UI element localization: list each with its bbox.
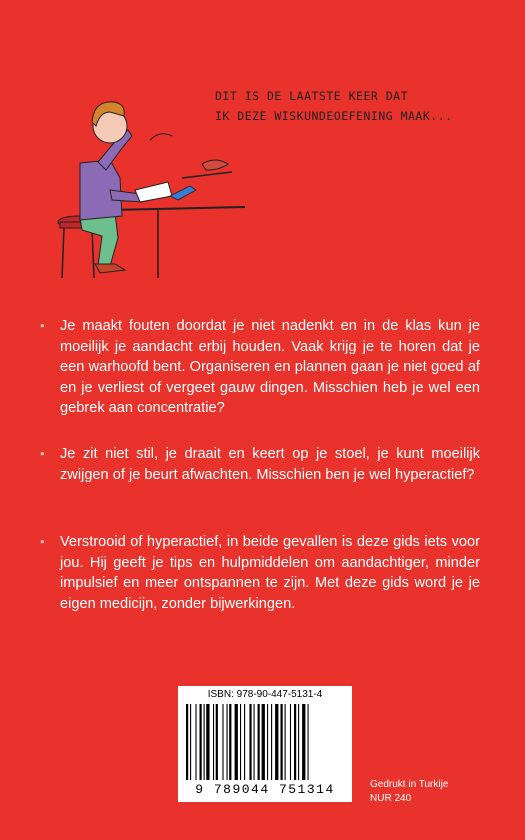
barcode-digits: 9 789044 751314 bbox=[195, 782, 335, 797]
bullet-icon: • bbox=[40, 534, 45, 549]
bullet-icon: • bbox=[40, 318, 45, 333]
isbn-label: ISBN: 978-90-447-5131-4 bbox=[207, 689, 323, 700]
printer-info bbox=[370, 778, 448, 806]
paragraph-text: Je zit niet stil, je draait en keert op je stoel, je kunt moeilijk zwijgen of je beurt afwachten. Misschien ben je wel hyperactief? bbox=[60, 446, 480, 483]
paragraph-text: Verstrooid of hyperactief, in beide gevallen is deze gids iets voor jou. Hij geeft je tips en hulpmiddelen om aandachtiger, minder impulsief en meer ontspannen te zijn. Met deze gids word je je eigen medicijn, zonder bijwerkingen. bbox=[60, 534, 480, 612]
paragraph-3 bbox=[40, 532, 480, 614]
speech-bubble-text bbox=[215, 86, 475, 126]
barcode-bars bbox=[184, 704, 346, 782]
paragraph-1 bbox=[40, 316, 480, 419]
speech-line-2: IK DEZE WISKUNDEOEFENING MAAK... bbox=[215, 109, 453, 123]
speech-line-1: DIT IS DE LAATSTE KEER DAT bbox=[215, 89, 409, 103]
nur-code: NUR 240 bbox=[370, 793, 412, 804]
bullet-icon: • bbox=[40, 446, 45, 461]
printed-in-label: Gedrukt in Turkije bbox=[370, 779, 449, 790]
paragraph-2 bbox=[40, 444, 480, 485]
paragraph-text: Je maakt fouten doordat je niet nadenkt en in de klas kun je moeilijk je aandacht erbij houden. Vaak krijg je te horen dat je een warhoofd bent. Organiseren en plannen gaan je niet goed af en je verliest of vergeet gauw dingen. Misschien heb je wel een gebrek aan concentratie? bbox=[60, 318, 480, 416]
barcode bbox=[178, 686, 352, 802]
